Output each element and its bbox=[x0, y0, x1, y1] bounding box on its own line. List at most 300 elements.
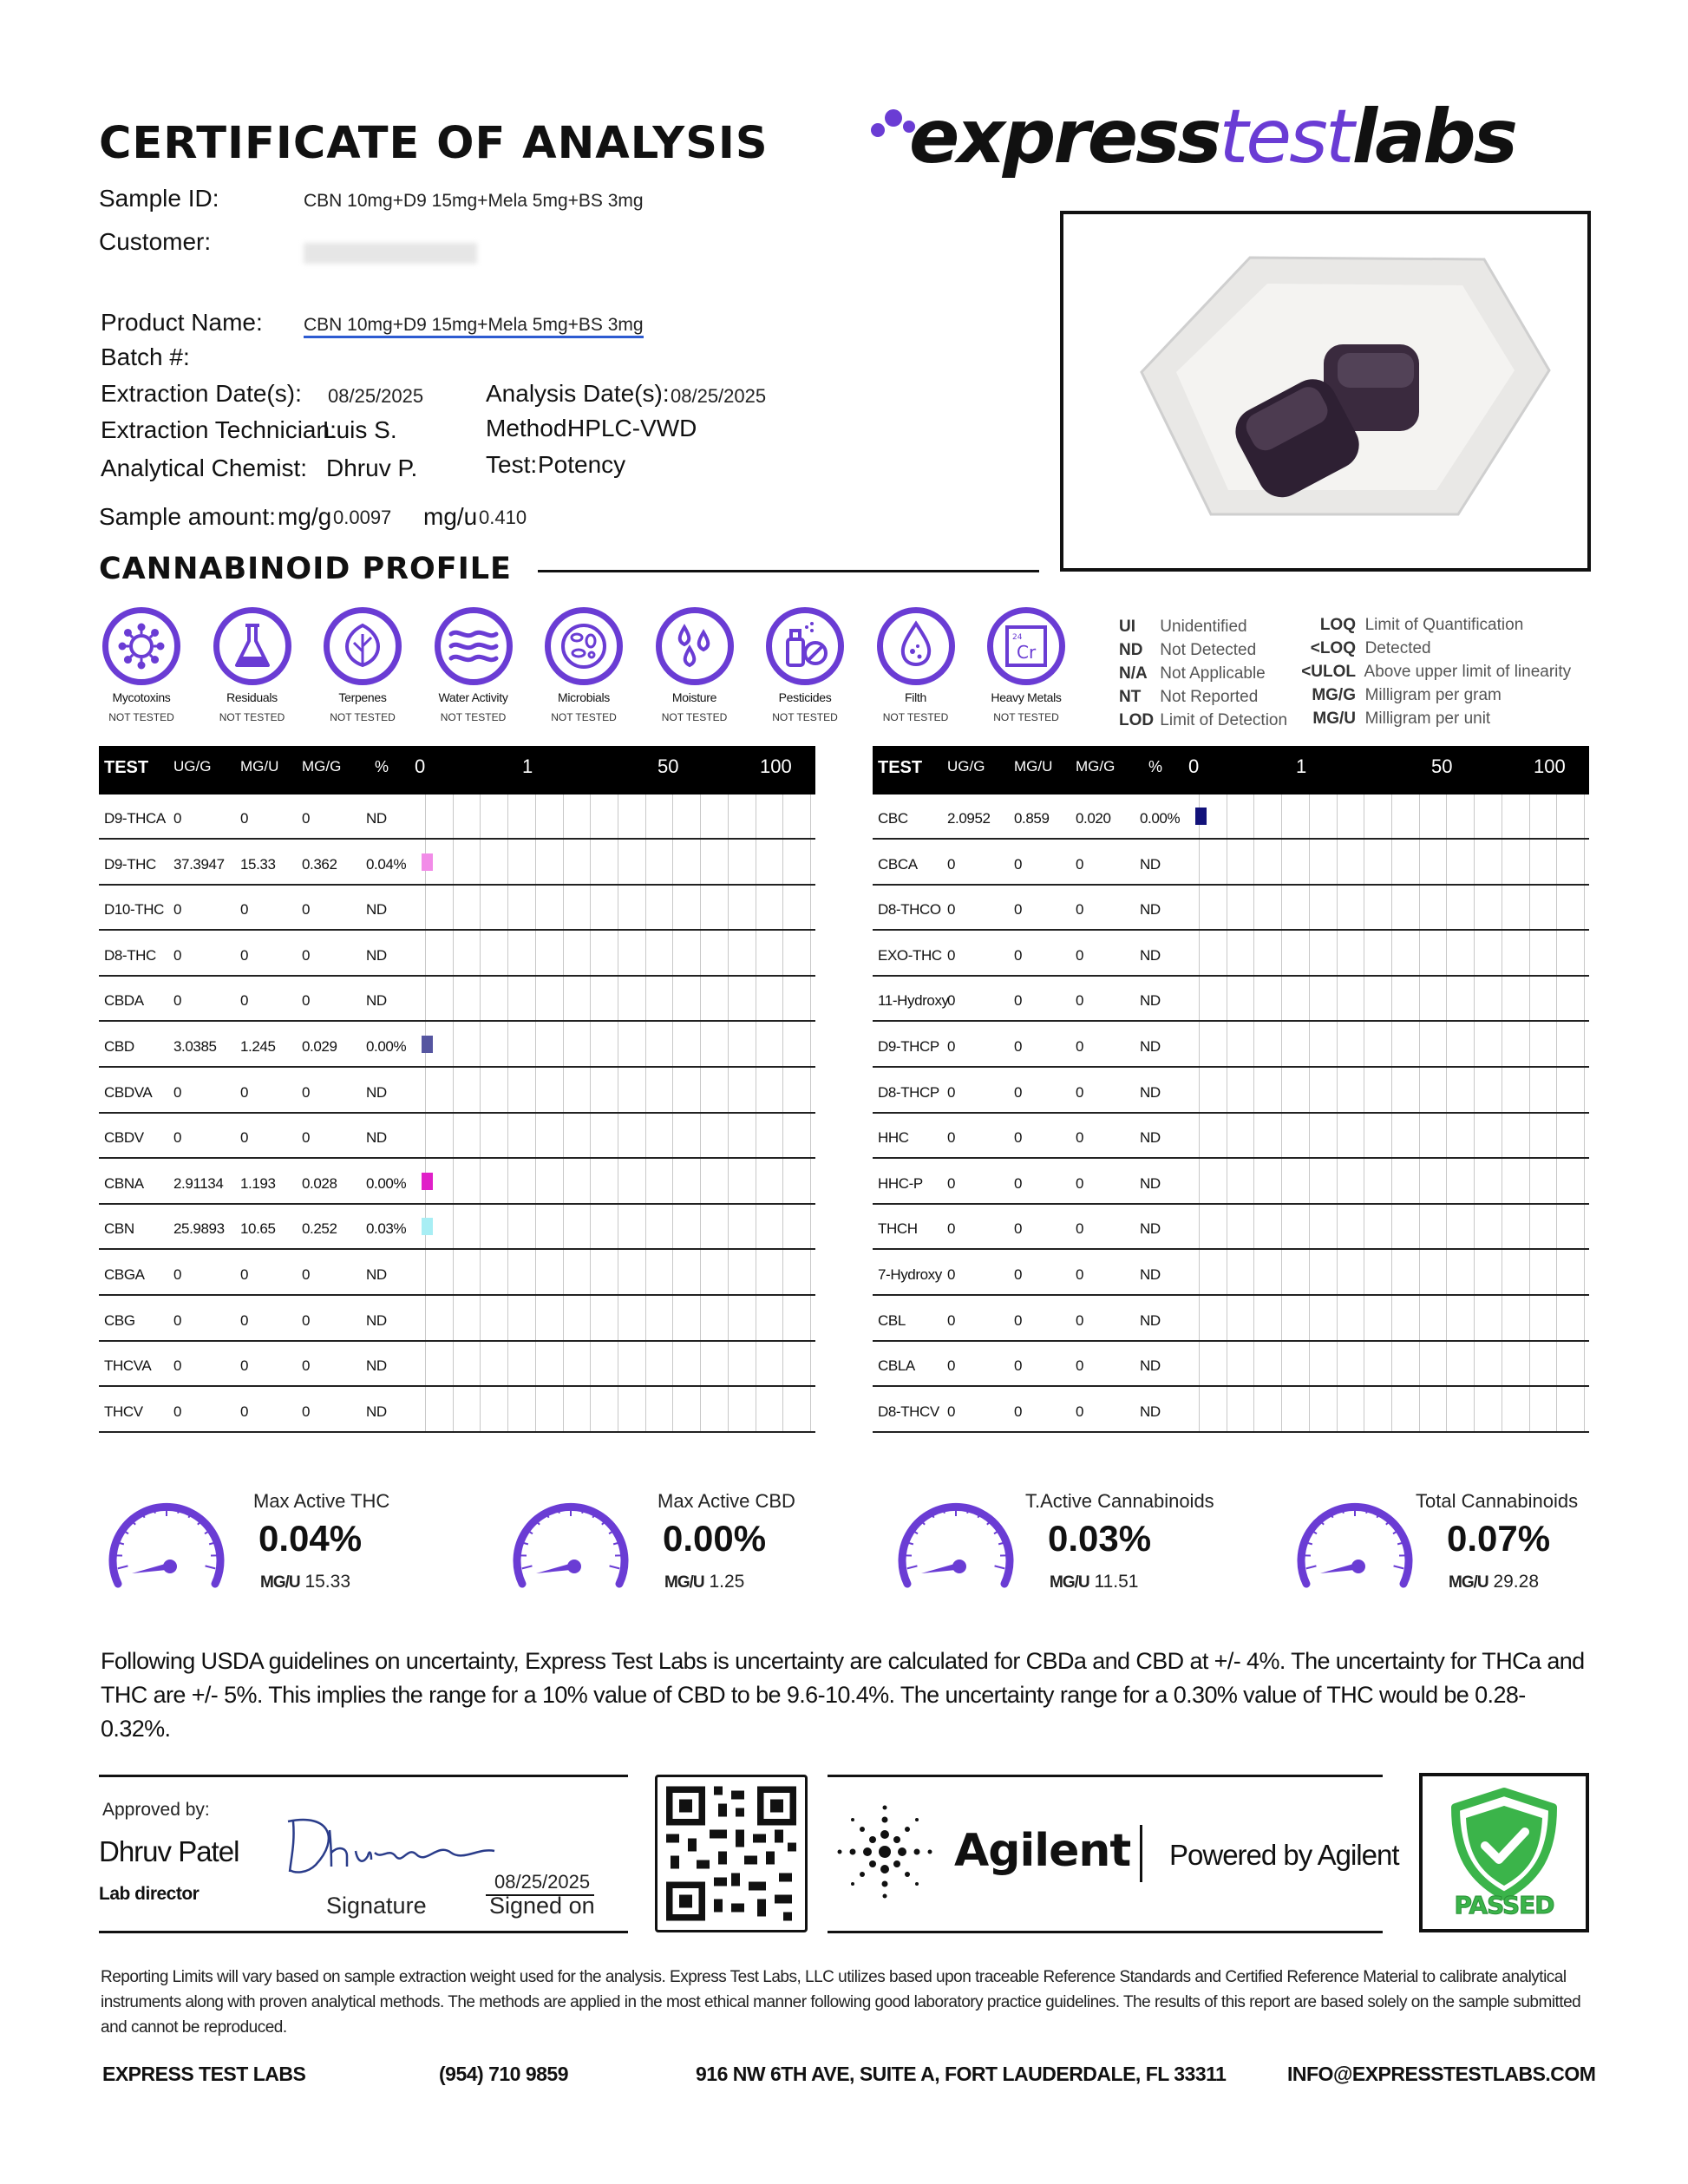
cell-ugg: 0 bbox=[173, 1357, 182, 1375]
cell-test: CBG bbox=[104, 1311, 135, 1329]
flask-icon bbox=[219, 613, 285, 679]
legend-left bbox=[1119, 615, 1287, 732]
cell-mgu: 10.65 bbox=[240, 1220, 276, 1238]
cell-pct: 0.03% bbox=[366, 1220, 407, 1238]
powered-by-agilent: Powered by Agilent bbox=[1169, 1839, 1399, 1871]
cell-mgg: 0.029 bbox=[302, 1038, 337, 1055]
cell-mgg: 0 bbox=[1076, 855, 1084, 873]
sample-amount-label: Sample amount: bbox=[99, 503, 276, 530]
cell-mgu: 0 bbox=[1014, 1266, 1023, 1283]
cell-mgg: 0 bbox=[1076, 946, 1084, 964]
droplets-icon bbox=[662, 613, 728, 679]
icon-label: Pesticides bbox=[778, 690, 832, 704]
gauge-mgu: MG/U 1.25 bbox=[664, 1572, 745, 1592]
cell-test: HHC-P bbox=[878, 1174, 923, 1192]
table-row bbox=[99, 886, 815, 931]
result-bar bbox=[422, 1218, 433, 1235]
gauge-percent: 0.03% bbox=[1048, 1518, 1152, 1559]
cell-ugg: 2.0952 bbox=[947, 810, 991, 827]
cell-pct: 0.04% bbox=[366, 855, 407, 873]
table-row bbox=[873, 1205, 1589, 1250]
icon-label: Residuals bbox=[226, 690, 278, 704]
gummies-in-dish-image bbox=[1063, 214, 1587, 568]
table-row bbox=[873, 977, 1589, 1022]
customer-value-redacted bbox=[304, 243, 477, 264]
table-row bbox=[99, 1388, 815, 1433]
cell-pct: ND bbox=[1140, 901, 1161, 919]
cell-ugg: 0 bbox=[947, 1174, 956, 1192]
cell-pct: ND bbox=[1140, 992, 1161, 1010]
test-icon-water-activity bbox=[422, 607, 525, 723]
cell-test: D9-THCA bbox=[104, 810, 166, 827]
water-waves-icon bbox=[441, 613, 507, 679]
scale-tick-label: 100 bbox=[760, 755, 792, 777]
cell-mgu: 0 bbox=[1014, 901, 1023, 919]
approver-role: Lab director bbox=[99, 1884, 200, 1904]
header-test: TEST bbox=[878, 758, 923, 777]
icon-status: NOT TESTED bbox=[219, 711, 285, 723]
cell-mgu: 0 bbox=[1014, 992, 1023, 1010]
cell-ugg: 2.91134 bbox=[173, 1174, 224, 1192]
scale-tick-label: 50 bbox=[1431, 755, 1453, 777]
table-row bbox=[873, 932, 1589, 977]
table-row bbox=[99, 932, 815, 977]
cell-test: CBLA bbox=[878, 1357, 915, 1375]
spray-icon bbox=[772, 613, 838, 679]
scale-tick-label: 1 bbox=[522, 755, 533, 777]
uncertainty-paragraph: Following USDA guidelines on uncertainty, Express Test Labs is uncertainty are calculated for CBDa and CBD at +/- 4%. The uncertainty for THCa and THC are +/- 5%. This implies the range for a 10% value of CBD to be 9.6-10.4%. The uncertainty range for a 0.30% value of THC would be 0.28-0.32%. bbox=[101, 1648, 1585, 1742]
cell-mgg: 0 bbox=[302, 1403, 311, 1420]
gauge-mgu: MG/U 29.28 bbox=[1449, 1572, 1540, 1592]
header-ugg: UG/G bbox=[173, 758, 212, 775]
mgg-value: 0.0097 bbox=[333, 507, 392, 528]
table-row bbox=[873, 886, 1589, 931]
cell-mgg: 0 bbox=[1076, 1311, 1084, 1329]
table-row bbox=[99, 1251, 815, 1296]
chemist-label: Analytical Chemist: bbox=[101, 454, 308, 481]
legend-item: NT Not Reported bbox=[1119, 688, 1259, 706]
cell-mgu: 0 bbox=[240, 1129, 249, 1147]
cell-test: D8-THCV bbox=[878, 1403, 939, 1420]
icon-label: Moisture bbox=[671, 690, 717, 704]
cell-ugg: 0 bbox=[947, 1311, 956, 1329]
test-label: Test: bbox=[486, 451, 538, 478]
approval-bottom-rule bbox=[99, 1931, 628, 1933]
cell-ugg: 0 bbox=[947, 1403, 956, 1420]
table-row bbox=[99, 1342, 815, 1387]
agilent-wordmark: Agilent bbox=[954, 1825, 1131, 1877]
table-row bbox=[873, 840, 1589, 886]
header-pct: % bbox=[375, 758, 389, 775]
cell-test: D10-THC bbox=[104, 901, 164, 919]
cell-test: D8-THC bbox=[104, 946, 156, 964]
cell-mgu: 1.193 bbox=[240, 1174, 276, 1192]
section-title-rule bbox=[538, 570, 1039, 572]
legend-item: <LOQ Detected bbox=[1310, 639, 1431, 657]
icon-status: NOT TESTED bbox=[661, 711, 728, 723]
approved-by-label: Approved by: bbox=[102, 1800, 210, 1820]
mgg-label: mg/g bbox=[278, 503, 332, 530]
gauge-percent: 0.04% bbox=[258, 1518, 363, 1559]
cell-test: D8-THCP bbox=[878, 1083, 939, 1101]
legend-item: MG/G Milligram per gram bbox=[1312, 686, 1502, 704]
brand-logo bbox=[867, 94, 1596, 189]
chemist-value: Dhruv P. bbox=[326, 454, 418, 481]
cell-mgu: 0 bbox=[240, 1083, 249, 1101]
result-bar bbox=[422, 1173, 433, 1190]
legend-item: LOD Limit of Detection bbox=[1119, 711, 1288, 729]
technician-label: Extraction Technician: bbox=[101, 416, 337, 443]
test-icon-pesticides bbox=[754, 607, 856, 723]
signature-label: Signature bbox=[326, 1893, 427, 1919]
table-row bbox=[99, 1297, 815, 1342]
cell-mgg: 0 bbox=[302, 1083, 311, 1101]
cell-pct: ND bbox=[366, 901, 387, 919]
chromium-icon bbox=[993, 613, 1059, 679]
cell-pct: ND bbox=[1140, 1311, 1161, 1329]
cell-test: 11-Hydroxy bbox=[878, 992, 949, 1010]
header-mgu: MG/U bbox=[1014, 758, 1053, 775]
test-icon-microbials bbox=[533, 607, 635, 723]
cell-test: CBN bbox=[104, 1220, 134, 1238]
cell-pct: ND bbox=[1140, 946, 1161, 964]
cell-mgu: 0.859 bbox=[1014, 810, 1050, 827]
cell-pct: ND bbox=[366, 1083, 387, 1101]
cell-pct: ND bbox=[1140, 1220, 1161, 1238]
cell-ugg: 25.9893 bbox=[173, 1220, 225, 1238]
gauge-title: Total Cannabinoids bbox=[1416, 1490, 1579, 1512]
cell-mgg: 0 bbox=[302, 1311, 311, 1329]
qr-code-icon bbox=[658, 1777, 805, 1930]
cell-mgu: 0 bbox=[1014, 1311, 1023, 1329]
cell-pct: ND bbox=[366, 1311, 387, 1329]
test-icon-mycotoxins bbox=[90, 607, 193, 723]
agilent-spark-icon bbox=[824, 1795, 945, 1908]
cell-test: CBDA bbox=[104, 992, 144, 1010]
icon-label: Heavy Metals bbox=[991, 690, 1062, 704]
approver-name: Dhruv Patel bbox=[99, 1835, 239, 1867]
icon-label: Water Activity bbox=[438, 690, 508, 704]
cell-mgu: 0 bbox=[240, 810, 249, 827]
result-bar bbox=[1195, 808, 1207, 825]
gauge-percent: 0.00% bbox=[663, 1518, 767, 1559]
virus-icon bbox=[108, 613, 174, 679]
test-icon-heavy-metals bbox=[975, 607, 1077, 723]
mgu-value: 0.410 bbox=[479, 507, 527, 528]
cell-pct: ND bbox=[1140, 1357, 1161, 1375]
legend-item: UI Unidentified bbox=[1119, 618, 1247, 636]
cell-pct: ND bbox=[366, 1266, 387, 1283]
footer-address: 916 NW 6TH AVE, SUITE A, FORT LAUDERDALE, FL 33311 bbox=[696, 2063, 1227, 2085]
petri-dish-icon bbox=[551, 613, 617, 679]
cell-mgg: 0.362 bbox=[302, 855, 337, 873]
cell-ugg: 3.0385 bbox=[173, 1038, 217, 1055]
header-mgu: MG/U bbox=[240, 758, 279, 775]
test-icon-terpenes bbox=[311, 607, 414, 723]
test-value: Potency bbox=[538, 451, 626, 478]
table-row bbox=[99, 1160, 815, 1205]
cell-mgu: 1.245 bbox=[240, 1038, 276, 1055]
cell-pct: ND bbox=[366, 1129, 387, 1147]
cell-mgg: 0 bbox=[1076, 1357, 1084, 1375]
cell-ugg: 0 bbox=[947, 992, 956, 1010]
cell-mgu: 0 bbox=[1014, 1038, 1023, 1055]
legend-item: <ULOL Above upper limit of linearity bbox=[1301, 663, 1572, 681]
table-row bbox=[873, 1251, 1589, 1296]
agilent-divider bbox=[1140, 1825, 1142, 1882]
cell-mgg: 0 bbox=[302, 1266, 311, 1283]
cell-pct: 0.00% bbox=[366, 1174, 407, 1192]
icon-label: Mycotoxins bbox=[112, 690, 171, 704]
table-row bbox=[99, 977, 815, 1022]
cell-test: CBCA bbox=[878, 855, 918, 873]
cell-test: HHC bbox=[878, 1129, 909, 1147]
cell-mgg: 0 bbox=[1076, 1083, 1084, 1101]
icon-status: NOT TESTED bbox=[993, 711, 1059, 723]
cell-mgu: 0 bbox=[1014, 1220, 1023, 1238]
cell-ugg: 0 bbox=[173, 901, 182, 919]
cell-pct: ND bbox=[366, 1403, 387, 1420]
cell-mgu: 15.33 bbox=[240, 855, 276, 873]
table-row bbox=[873, 1023, 1589, 1068]
legend-item: MG/U Milligram per unit bbox=[1312, 709, 1491, 728]
passed-label: PASSED bbox=[1454, 1891, 1554, 1919]
table-row bbox=[99, 1205, 815, 1250]
cell-ugg: 0 bbox=[947, 1220, 956, 1238]
cell-mgg: 0 bbox=[302, 810, 311, 827]
table-header bbox=[99, 746, 815, 794]
cell-test: THCV bbox=[104, 1403, 143, 1420]
cell-mgu: 0 bbox=[240, 1357, 249, 1375]
cell-mgg: 0 bbox=[1076, 1038, 1084, 1055]
table-row bbox=[873, 1297, 1589, 1342]
page-title: CERTIFICATE OF ANALYSIS bbox=[99, 118, 769, 169]
cell-mgu: 0 bbox=[1014, 1403, 1023, 1420]
cell-pct: ND bbox=[366, 810, 387, 827]
cell-mgg: 0 bbox=[302, 992, 311, 1010]
cell-test: CBDV bbox=[104, 1129, 144, 1147]
scale-tick-label: 50 bbox=[658, 755, 679, 777]
gauge-dial-icon bbox=[106, 1490, 227, 1603]
legend-item: ND Not Detected bbox=[1119, 641, 1257, 659]
header-mgg: MG/G bbox=[1076, 758, 1116, 775]
test-icon-moisture bbox=[644, 607, 746, 723]
qr-code-frame[interactable] bbox=[655, 1775, 808, 1932]
table-row bbox=[873, 1388, 1589, 1433]
icon-status: NOT TESTED bbox=[330, 711, 396, 723]
cell-ugg: 0 bbox=[947, 1266, 956, 1283]
cell-ugg: 0 bbox=[947, 901, 956, 919]
test-icon-filth bbox=[865, 607, 967, 723]
cell-test: CBDVA bbox=[104, 1083, 153, 1101]
header-mgg: MG/G bbox=[302, 758, 342, 775]
svg-text:Cr: Cr bbox=[1017, 642, 1037, 663]
cell-mgg: 0 bbox=[302, 1129, 311, 1147]
table-row bbox=[99, 794, 815, 840]
cell-pct: ND bbox=[1140, 1403, 1161, 1420]
table-row bbox=[99, 1114, 815, 1159]
legend-item: LOQ Limit of Quantification bbox=[1319, 616, 1524, 634]
icon-status: NOT TESTED bbox=[772, 711, 838, 723]
cell-pct: 0.00% bbox=[366, 1038, 407, 1055]
cell-test: 7-Hydroxy bbox=[878, 1266, 942, 1283]
icon-label: Microbials bbox=[557, 690, 610, 704]
logo-test: test bbox=[1219, 94, 1352, 180]
table-row bbox=[873, 1069, 1589, 1114]
cell-mgu: 0 bbox=[1014, 1357, 1023, 1375]
cell-mgu: 0 bbox=[240, 1266, 249, 1283]
icon-status: NOT TESTED bbox=[882, 711, 949, 723]
cell-mgg: 0 bbox=[1076, 901, 1084, 919]
header-ugg: UG/G bbox=[947, 758, 985, 775]
cell-ugg: 0 bbox=[947, 855, 956, 873]
cell-test: CBD bbox=[104, 1038, 134, 1055]
cell-pct: ND bbox=[1140, 1038, 1161, 1055]
agilent-bottom-rule bbox=[828, 1931, 1383, 1933]
icon-status: NOT TESTED bbox=[440, 711, 507, 723]
header-test: TEST bbox=[104, 758, 149, 777]
cell-ugg: 0 bbox=[947, 1129, 956, 1147]
footer-company: EXPRESS TEST LABS bbox=[102, 2063, 306, 2085]
method-value: HPLC-VWD bbox=[567, 415, 697, 441]
cell-ugg: 0 bbox=[173, 1083, 182, 1101]
cell-mgg: 0.252 bbox=[302, 1220, 337, 1238]
cell-mgg: 0 bbox=[302, 946, 311, 964]
cell-mgu: 0 bbox=[240, 1403, 249, 1420]
footer-email[interactable]: INFO@EXPRESSTESTLABS.COM bbox=[1287, 2063, 1596, 2085]
cell-mgg: 0.020 bbox=[1076, 810, 1111, 827]
header-pct: % bbox=[1148, 758, 1163, 775]
cell-mgu: 0 bbox=[1014, 1174, 1023, 1192]
cell-pct: ND bbox=[1140, 1083, 1161, 1101]
sample-id-value: CBN 10mg+D9 15mg+Mela 5mg+BS 3mg bbox=[304, 191, 644, 211]
disclaimer-text: Reporting Limits will vary based on sample extraction weight used for the analysis. Express Test Labs, LLC utilizes based upon traceable Reference Standards and Certified Reference Material to calibrate analytical instruments along with proven analytical methods. The methods are applied in the most ethical manner following good laboratory practice guidelines. The results of this report are based solely on the sample submitted and cannot be reproduced. bbox=[101, 1968, 1581, 2037]
method-label: Method: bbox=[486, 415, 574, 441]
product-name-value: CBN 10mg+D9 15mg+Mela 5mg+BS 3mg bbox=[304, 315, 644, 338]
cell-mgg: 0 bbox=[1076, 992, 1084, 1010]
cell-pct: ND bbox=[1140, 1174, 1161, 1192]
gauge-percent: 0.07% bbox=[1447, 1518, 1551, 1559]
analysis-date-label: Analysis Date(s): bbox=[486, 380, 670, 407]
cell-pct: ND bbox=[1140, 855, 1161, 873]
cell-pct: 0.00% bbox=[1140, 810, 1181, 827]
result-bar bbox=[422, 1036, 433, 1053]
cell-mgg: 0 bbox=[302, 1357, 311, 1375]
scale-tick-label: 1 bbox=[1296, 755, 1307, 777]
sample-id-label: Sample ID: bbox=[99, 185, 219, 212]
cell-mgg: 0 bbox=[1076, 1266, 1084, 1283]
logo-express: express bbox=[909, 94, 1220, 180]
signed-on-label: Signed on bbox=[489, 1893, 595, 1919]
passed-badge bbox=[1419, 1773, 1589, 1932]
icon-label: Terpenes bbox=[338, 690, 387, 704]
table-row bbox=[873, 794, 1589, 840]
cell-mgu: 0 bbox=[240, 1311, 249, 1329]
test-icon-residuals bbox=[201, 607, 304, 723]
cell-pct: ND bbox=[1140, 1266, 1161, 1283]
cell-test: THCH bbox=[878, 1220, 918, 1238]
cell-mgu: 0 bbox=[240, 946, 249, 964]
cell-mgg: 0.028 bbox=[302, 1174, 337, 1192]
batch-label: Batch #: bbox=[101, 343, 190, 370]
cell-test: D9-THC bbox=[104, 855, 156, 873]
cell-test: CBC bbox=[878, 810, 908, 827]
cell-ugg: 0 bbox=[173, 992, 182, 1010]
cell-pct: ND bbox=[366, 992, 387, 1010]
cell-ugg: 0 bbox=[947, 1038, 956, 1055]
cell-mgu: 0 bbox=[1014, 855, 1023, 873]
extraction-date-value: 08/25/2025 bbox=[328, 385, 424, 407]
gauge-mgu: MG/U 15.33 bbox=[260, 1572, 351, 1592]
table-header bbox=[873, 746, 1589, 794]
result-bar bbox=[422, 853, 433, 871]
approval-top-rule bbox=[99, 1775, 628, 1777]
cell-mgu: 0 bbox=[1014, 1083, 1023, 1101]
gauge-dial-icon bbox=[510, 1490, 631, 1603]
cell-mgu: 0 bbox=[240, 992, 249, 1010]
logo-labs: labs bbox=[1351, 94, 1515, 180]
cell-pct: ND bbox=[366, 1357, 387, 1375]
table-row bbox=[99, 1069, 815, 1114]
cell-mgg: 0 bbox=[1076, 1129, 1084, 1147]
agilent-top-rule bbox=[828, 1775, 1383, 1777]
signature-image bbox=[278, 1804, 503, 1882]
scale-tick-label: 0 bbox=[1188, 755, 1200, 777]
cell-ugg: 0 bbox=[173, 1311, 182, 1329]
product-photo bbox=[1060, 211, 1591, 572]
gauge-title: Max Active THC bbox=[253, 1490, 390, 1512]
cell-mgg: 0 bbox=[302, 901, 311, 919]
cell-test: CBGA bbox=[104, 1266, 145, 1283]
cell-ugg: 0 bbox=[173, 1266, 182, 1283]
drop-icon bbox=[883, 613, 949, 679]
footer-phone[interactable]: (954) 710 9859 bbox=[439, 2063, 569, 2085]
gauge-title: Max Active CBD bbox=[658, 1490, 795, 1512]
cell-test: THCVA bbox=[104, 1357, 152, 1375]
cell-test: D8-THCO bbox=[878, 901, 941, 919]
cell-ugg: 37.3947 bbox=[173, 855, 225, 873]
cell-pct: ND bbox=[1140, 1129, 1161, 1147]
cell-test: CBNA bbox=[104, 1174, 144, 1192]
leaf-icon bbox=[330, 613, 396, 679]
table-row bbox=[873, 1114, 1589, 1159]
icon-status: NOT TESTED bbox=[108, 711, 174, 723]
table-row bbox=[873, 1342, 1589, 1387]
svg-text:24: 24 bbox=[1012, 633, 1023, 642]
cell-ugg: 0 bbox=[947, 1083, 956, 1101]
cell-pct: ND bbox=[366, 946, 387, 964]
cell-ugg: 0 bbox=[173, 1129, 182, 1147]
scale-tick-label: 0 bbox=[415, 755, 426, 777]
gauge-title: T.Active Cannabinoids bbox=[1025, 1490, 1214, 1512]
analysis-date-value: 08/25/2025 bbox=[671, 385, 767, 407]
cell-mgg: 0 bbox=[1076, 1220, 1084, 1238]
cell-mgu: 0 bbox=[1014, 1129, 1023, 1147]
cell-mgu: 0 bbox=[1014, 946, 1023, 964]
table-row bbox=[99, 840, 815, 886]
cell-test: EXO-THC bbox=[878, 946, 942, 964]
section-title: CANNABINOID PROFILE bbox=[99, 552, 512, 586]
mgu-label: mg/u bbox=[423, 503, 478, 530]
customer-label: Customer: bbox=[99, 228, 212, 255]
scale-tick-label: 100 bbox=[1534, 755, 1566, 777]
cell-ugg: 0 bbox=[173, 810, 182, 827]
technician-value: Luis S. bbox=[323, 416, 397, 443]
cell-mgg: 0 bbox=[1076, 1174, 1084, 1192]
gauge-dial-icon bbox=[1294, 1490, 1416, 1603]
icon-status: NOT TESTED bbox=[551, 711, 617, 723]
table-row bbox=[873, 1160, 1589, 1205]
